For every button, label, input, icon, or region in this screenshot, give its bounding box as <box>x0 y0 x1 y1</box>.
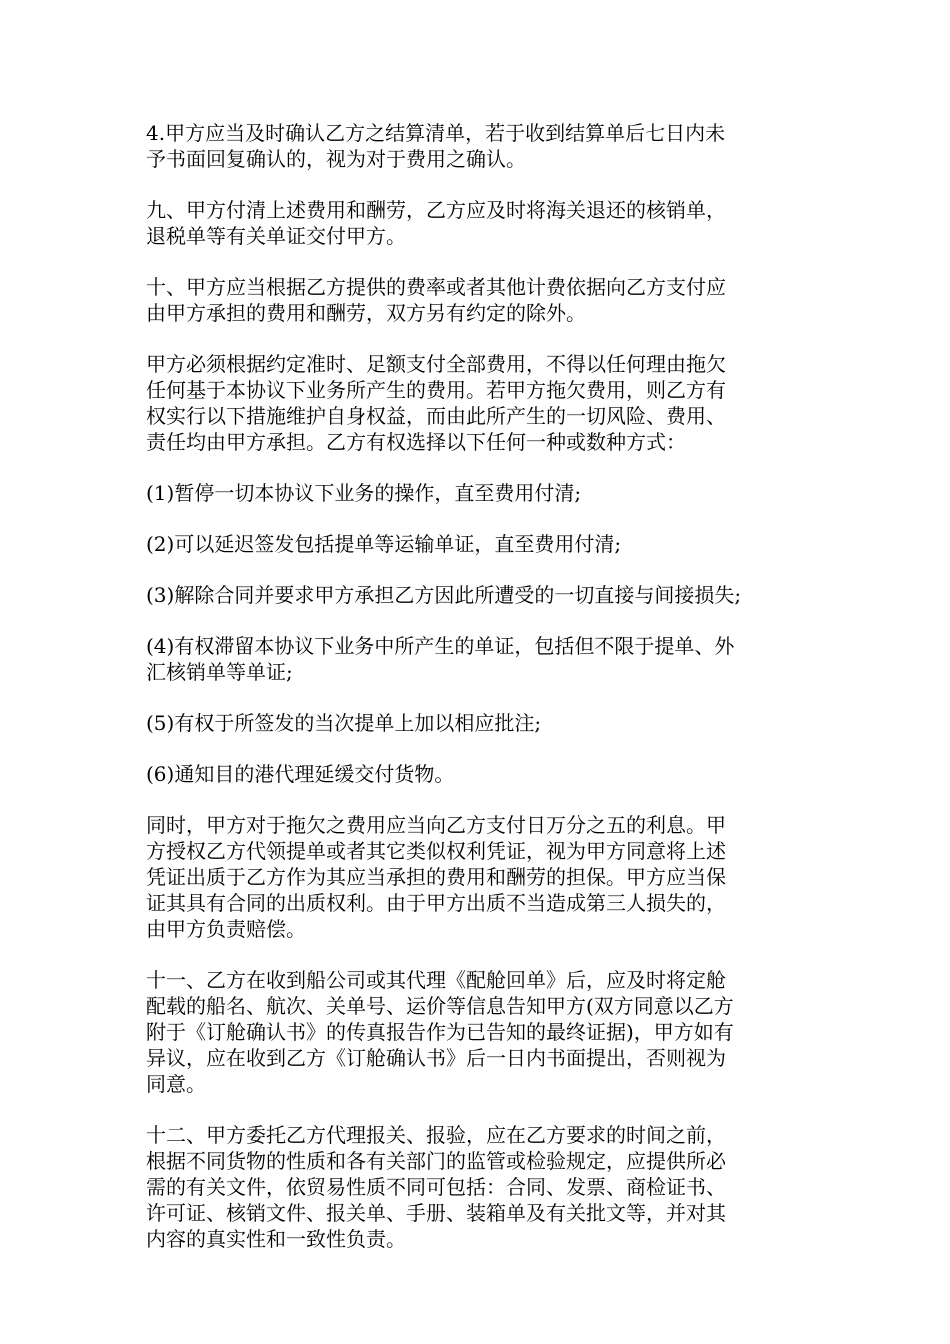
paragraph-payment-obligation: 甲方必须根据约定准时、足额支付全部费用，不得以任何理由拖欠 任何基于本协议下业务所产生的费用。若甲方拖欠费用，则乙方有 权实行以下措施维护自身权益，而由此所产生的一切风险、费用、 责任均由甲方承担。乙方有权选择以下任何一种或数种方式： <box>146 352 726 454</box>
paragraph-clause-12: 十二、甲方委托乙方代理报关、报验，应在乙方要求的时间之前， 根据不同货物的性质和各有关部门的监管或检验规定，应提供所必 需的有关文件，依贸易性质不同可包括：合同、发票、商检证书、 许可证、核销文件、报关单、手册、装箱单及有关批文等，并对其 内容的真实性和一致性负责。 <box>146 1123 726 1251</box>
list-item-measure-5: (5)有权于所签发的当次提单上加以相应批注; <box>146 711 542 735</box>
list-item-measure-2: (2)可以延迟签发包括提单等运输单证，直至费用付清; <box>146 532 622 556</box>
list-item-measure-6: (6)通知目的港代理延缓交付货物。 <box>146 762 455 786</box>
paragraph-clause-4: 4.甲方应当及时确认乙方之结算清单，若于收到结算单后七日内未 予书面回复确认的，视为对于费用之确认。 <box>146 121 726 171</box>
list-item-measure-4: (4)有权滞留本协议下业务中所产生的单证，包括但不限于提单、外 汇核销单等单证; <box>146 634 735 684</box>
list-item-measure-3: (3)解除合同并要求甲方承担乙方因此所遭受的一切直接与间接损失; <box>146 583 742 607</box>
paragraph-clause-10: 十、甲方应当根据乙方提供的费率或者其他计费依据向乙方支付应 由甲方承担的费用和酬劳，双方另有约定的除外。 <box>146 275 726 325</box>
paragraph-clause-11: 十一、乙方在收到船公司或其代理《配舱回单》后，应及时将定舱 配载的船名、航次、关单号、运价等信息告知甲方(双方同意以乙方 附于《订舱确认书》的传真报告作为已告知的最终证据)，甲方如有 异议，应在收到乙方《订舱确认书》后一日内书面提出，否则视为 同意。 <box>146 968 734 1096</box>
document-page <box>146 120 816 1277</box>
paragraph-clause-9: 九、甲方付清上述费用和酬劳，乙方应及时将海关退还的核销单， 退税单等有关单证交付甲方。 <box>146 198 726 248</box>
list-item-measure-1: (1)暂停一切本协议下业务的操作，直至费用付清; <box>146 481 582 505</box>
paragraph-interest-pledge: 同时，甲方对于拖欠之费用应当向乙方支付日万分之五的利息。甲 方授权乙方代领提单或者其它类似权利凭证，视为甲方同意将上述 凭证出质于乙方作为其应当承担的费用和酬劳的担保。甲方应当保 证其具有合同的出质权利。由于甲方出质不当造成第三人损失的， 由甲方负责赔偿。 <box>146 813 726 941</box>
